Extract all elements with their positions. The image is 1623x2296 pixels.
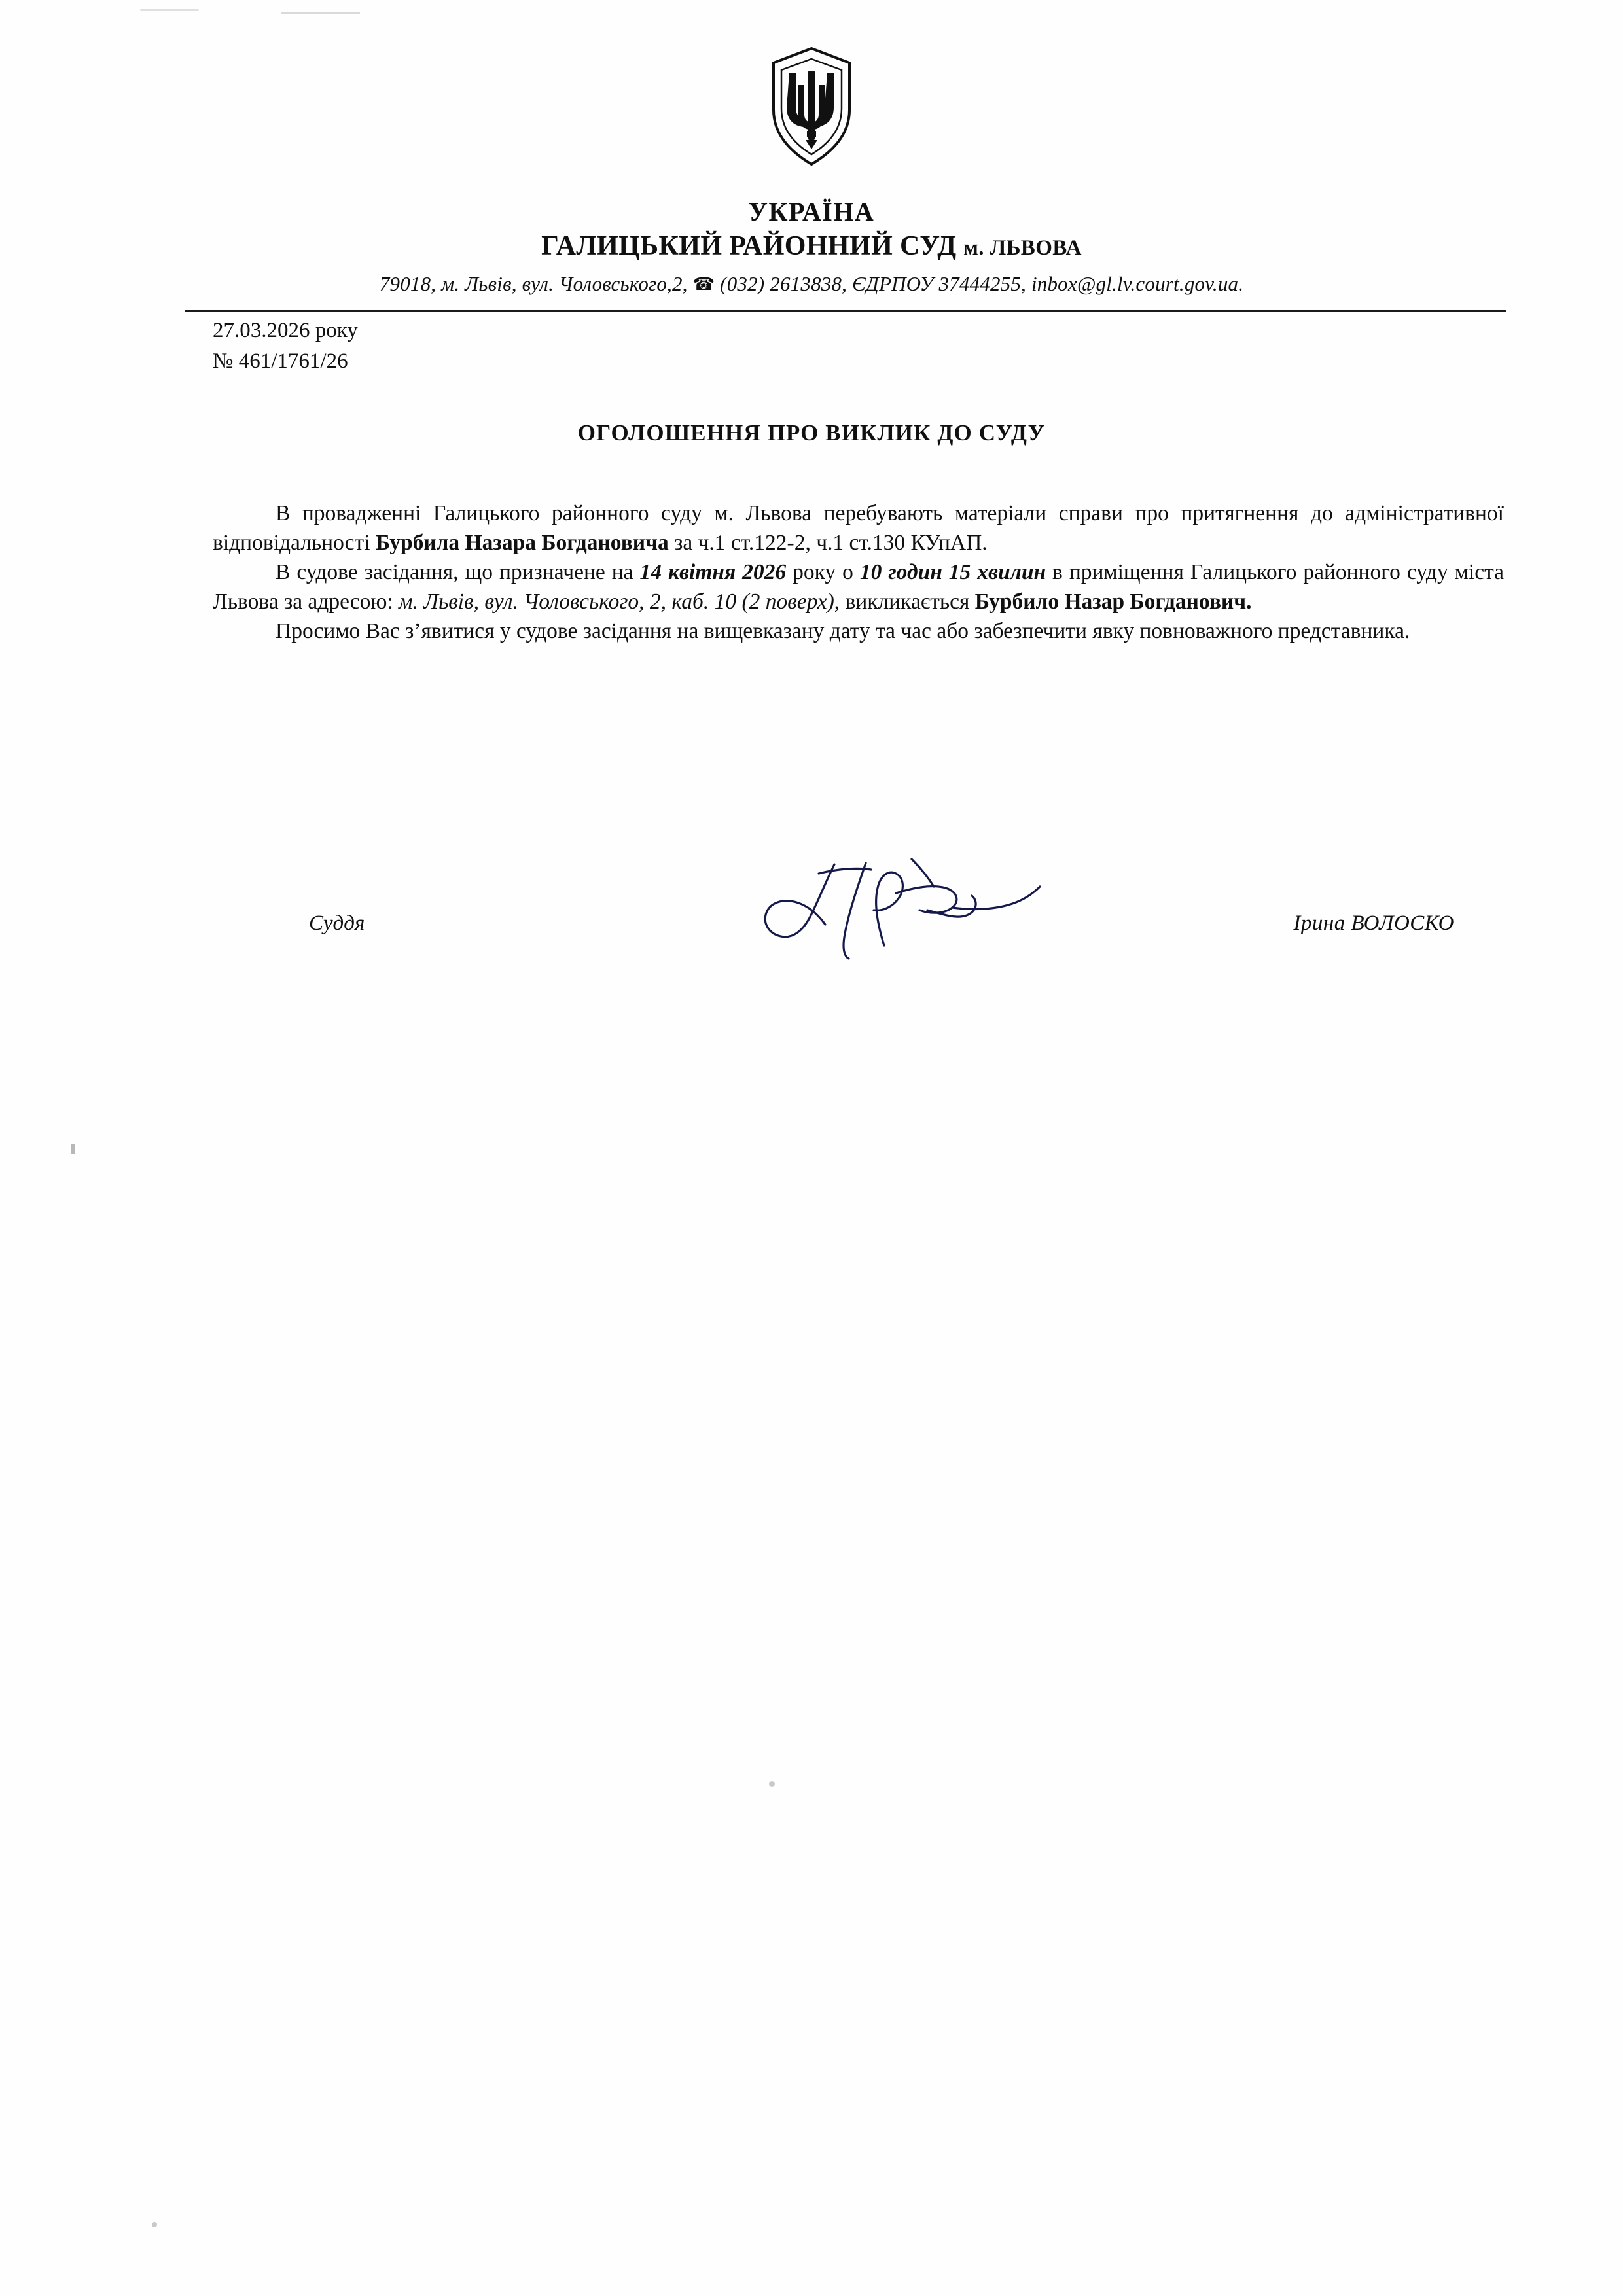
header-divider: [185, 310, 1506, 312]
letterhead: [0, 196, 1623, 296]
document-date: 27.03.2026 року: [213, 319, 358, 342]
hearing-time: 10 годин 15 хвилин: [859, 560, 1046, 585]
paragraph-1-text-a: В провадженні Галицького районного суду м. Львова перебувають матеріали справи про притягнення до адміністративної відповідальності: [213, 501, 1504, 556]
handwritten-signature: [756, 847, 1162, 972]
document-body: [213, 499, 1504, 646]
scan-artifact: [71, 1144, 75, 1154]
paragraph-2-text-a: В судове засідання, що призначене на: [276, 560, 640, 585]
court-name: [0, 230, 1623, 262]
court-name-main: ГАЛИЦЬКИЙ РАЙОННИЙ СУД: [541, 231, 957, 262]
document-meta: [213, 315, 358, 377]
paragraph-2-text-b: року о: [786, 560, 860, 585]
paragraph-case-info: [213, 499, 1504, 557]
hearing-address: м. Львів, вул. Чоловського, 2, каб. 10 (2 поверх): [399, 590, 834, 614]
court-contacts: [0, 272, 1623, 296]
paragraph-2-text-c: в приміщення Галицького районного суду міста Львова за адресою:: [213, 560, 1504, 614]
phone-icon: ☎: [692, 274, 715, 294]
hearing-date: 14 квітня 2026: [639, 560, 787, 585]
paragraph-request: Просимо Вас з’явитися у судове засідання на вищевказану дату та час або забезпечити явку повноважного представника.: [276, 619, 1410, 644]
scan-artifact: [281, 12, 360, 14]
emblem-container: [0, 47, 1623, 166]
country-name: УКРАЇНА: [748, 197, 875, 226]
paragraph-2-text-d: , викликається: [834, 590, 975, 614]
court-contact-details: (032) 2613838, ЄДРПОУ 37444255, inbox@gl.lv.court.gov.ua.: [715, 272, 1244, 295]
paragraph-hearing-info: [213, 557, 1504, 616]
signature-block: [213, 887, 1504, 965]
court-address-text: 79018, м. Львів, вул. Чоловського,2,: [379, 272, 693, 295]
accused-name-nominative: Бурбило Назар Богданович.: [974, 590, 1252, 614]
scan-artifact: [769, 1781, 775, 1787]
accused-name-genitive: Бурбила Назара Богдановича: [375, 531, 669, 556]
document-number: № 461/1761/26: [213, 349, 348, 373]
signatory-name: Ірина ВОЛОСКО: [1293, 911, 1454, 935]
document-title: ОГОЛОШЕННЯ ПРО ВИКЛИК ДО СУДУ: [577, 420, 1046, 446]
court-name-city: м. ЛЬВОВА: [963, 236, 1082, 260]
scan-artifact: [140, 9, 199, 11]
ukraine-trident-emblem: [770, 47, 853, 166]
signature-label: Суддя: [309, 911, 365, 935]
paragraph-1-text-b: за ч.1 ст.122-2, ч.1 ст.130 КУпАП.: [668, 531, 988, 556]
scan-artifact: [152, 2222, 157, 2227]
